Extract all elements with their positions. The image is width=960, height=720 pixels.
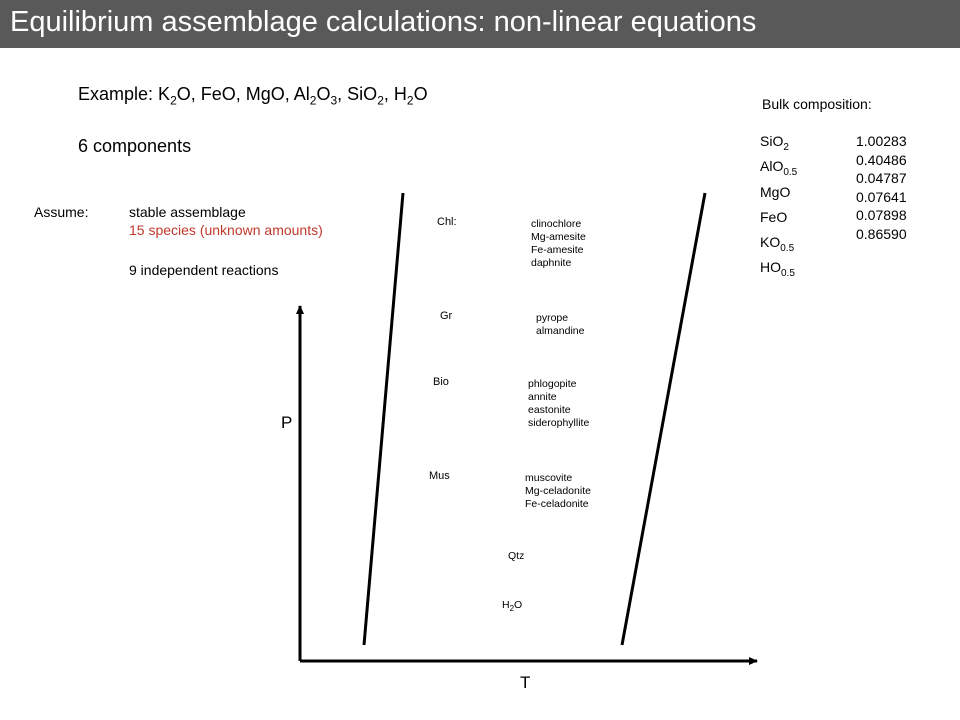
species-name: muscovite (525, 472, 573, 484)
t-axis-label: T (520, 673, 531, 692)
bulk-oxide: MgO (760, 183, 791, 200)
h2o-label: $H_2O$ (502, 599, 523, 614)
species-name: siderophyllite (528, 417, 590, 429)
species-name: clinochlore (531, 218, 582, 230)
bulk-title: Bulk composition: (762, 96, 872, 112)
formula-part: , H (383, 84, 407, 104)
bulk-value: 0.07898 (856, 207, 907, 223)
formula-part: O, FeO, MgO, Al (176, 84, 310, 104)
formula-sub: 3 (330, 93, 338, 108)
slide-title: Equilibrium assemblage calculations: non-linear equations (10, 6, 757, 38)
bulk-oxide: $HO_{0.5}$ (760, 259, 795, 280)
formula-sub: 2 (406, 93, 414, 108)
species-name: daphnite (531, 257, 572, 269)
phase-abbr-bio: Bio (433, 376, 449, 388)
gr-species (536, 312, 584, 338)
species-name: pyrope (536, 312, 569, 324)
p-axis-label: P (281, 413, 293, 432)
formula-part: O (413, 84, 428, 104)
bulk-value: 0.40486 (856, 151, 907, 168)
bio-species (528, 378, 589, 430)
assume-reactions: 9 independent reactions (129, 262, 279, 278)
chl-species (531, 218, 586, 270)
formula-sub: 2 (309, 93, 317, 108)
bulk-oxide: SiO$_2$ (760, 133, 789, 153)
bulk-value: 0.86590 (856, 225, 907, 242)
bulk-value: 0.07641 (856, 188, 907, 205)
species-name: Mg-celadonite (525, 485, 591, 497)
mus-species (525, 472, 591, 511)
species-name: Fe-celadonite (525, 498, 589, 510)
species-name: eastonite (528, 404, 571, 416)
assume-label: Assume: (34, 204, 89, 220)
phase-abbr-chl: Chl: (437, 216, 457, 228)
species-name: Mg-amesite (531, 231, 586, 243)
components-count: 6 components (78, 136, 192, 156)
qtz-label: Qtz (508, 550, 525, 562)
example-prefix: Example: (78, 84, 159, 104)
bulk-oxide: FeO (760, 208, 788, 225)
phase-abbr-mus: Mus (429, 470, 450, 482)
bulk-oxide: $KO_{0.5}$ (760, 234, 795, 254)
species-name: annite (528, 391, 557, 403)
bulk-value: 0.04787 (856, 170, 907, 186)
right-reaction-line (622, 193, 705, 645)
formula-sub: 2 (377, 93, 384, 108)
formula-part: , SiO (337, 84, 378, 104)
bulk-value: 1.00283 (856, 133, 907, 149)
species-name: almandine (536, 325, 585, 337)
phase-abbr-gr: Gr (440, 310, 453, 322)
formula-part: O (316, 84, 331, 104)
species-name: phlogopite (528, 378, 577, 390)
assume-species: 15 species (unknown amounts) (129, 222, 323, 238)
left-reaction-line (364, 193, 403, 645)
formula-part: K (158, 84, 171, 104)
formula-sub: 2 (170, 93, 177, 108)
bulk-oxide: AlO$_{0.5}$ (760, 158, 798, 179)
species-name: Fe-amesite (531, 244, 584, 256)
assume-stable: stable assemblage (129, 204, 246, 220)
